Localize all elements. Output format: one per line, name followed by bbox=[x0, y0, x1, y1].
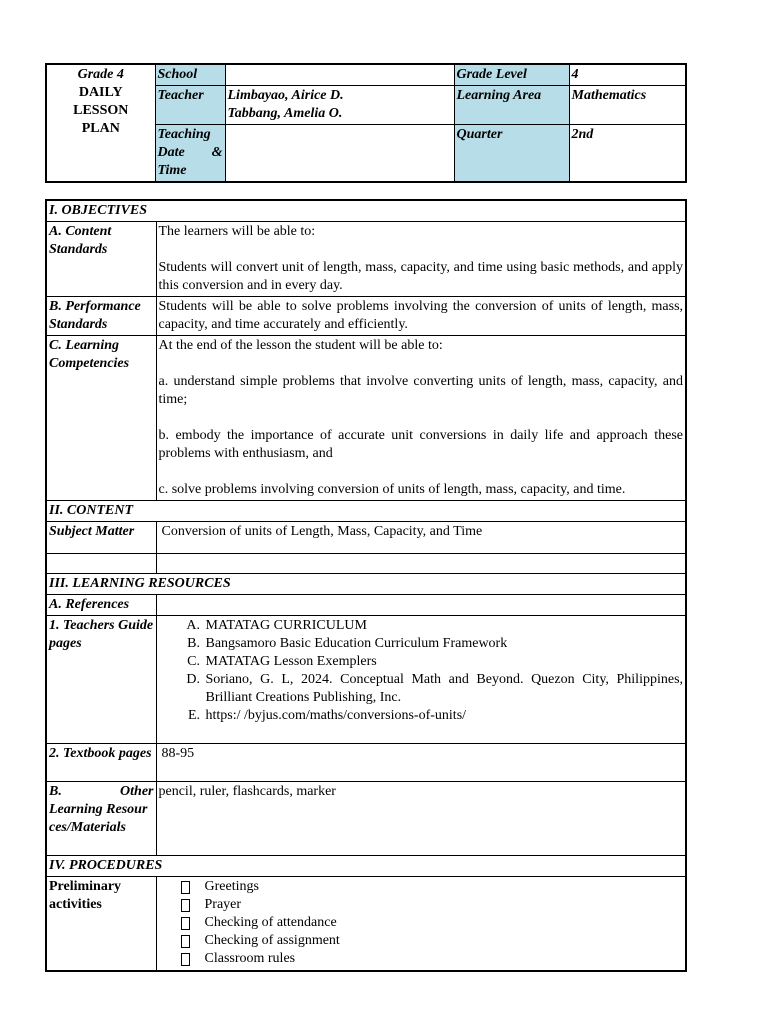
competency-item: a. understand simple problems that involve converting units of length, mass, capacity, and time; bbox=[158, 374, 684, 407]
competencies-intro: At the end of the lesson the student will be able to: bbox=[158, 338, 443, 353]
list-item: Checking of attendance bbox=[181, 914, 684, 932]
resources-heading: III. LEARNING RESOURCES bbox=[46, 574, 686, 595]
competencies-cell bbox=[156, 336, 686, 501]
list-item: Greetings bbox=[181, 878, 684, 896]
performance-standards-label: B. Performance Standards bbox=[46, 297, 156, 336]
preliminary-list bbox=[159, 878, 684, 968]
objectives-heading: I. OBJECTIVES bbox=[46, 200, 686, 222]
teaching-date-value bbox=[225, 125, 454, 183]
content-standards-intro: The learners will be able to: bbox=[158, 224, 316, 239]
competencies-label: C. Learning Competencies bbox=[46, 336, 156, 501]
list-item: Prayer bbox=[181, 896, 684, 914]
reference-item: C. MATATAG Lesson Exemplers bbox=[204, 653, 684, 671]
subject-matter-label: Subject Matter bbox=[46, 522, 156, 554]
school-value bbox=[225, 64, 454, 86]
learning-area-value: Mathematics bbox=[569, 86, 686, 125]
teachers-guide-cell bbox=[156, 616, 686, 744]
plan-title: Grade 4 DAILY LESSON PLAN bbox=[46, 64, 155, 182]
competency-item: b. embody the importance of accurate unit conversions in daily life and approach these problems with enthusiasm, and bbox=[158, 428, 684, 461]
preliminary-activities-label: Preliminary activities bbox=[46, 877, 156, 971]
checkbox-glyph-icon bbox=[181, 881, 190, 894]
content-standards-cell bbox=[156, 222, 686, 297]
preliminary-activities-cell bbox=[156, 877, 686, 971]
list-item: Classroom rules bbox=[181, 950, 684, 968]
other-resources-label: B. Other Learning Resources/Materials bbox=[46, 782, 156, 856]
reference-item: A. MATATAG CURRICULUM bbox=[204, 617, 684, 635]
school-label: School bbox=[155, 64, 225, 86]
performance-standards-text: Students will be able to solve problems involving the conversion of units of length, mass, capacity, and time accurately and efficiently. bbox=[156, 297, 686, 336]
other-resources-value: pencil, ruler, flashcards, marker bbox=[156, 782, 686, 856]
content-standards-text: Students will convert unit of length, mass, capacity, and time using basic methods, and apply this conversion and in every day. bbox=[158, 260, 684, 293]
textbook-label: 2. Textbook pages bbox=[46, 744, 156, 782]
quarter-label: Quarter bbox=[454, 125, 569, 183]
checkbox-glyph-icon bbox=[181, 899, 190, 912]
empty-cell bbox=[156, 554, 686, 574]
references-value bbox=[156, 595, 686, 616]
lesson-plan-header-table bbox=[45, 63, 687, 183]
checkbox-glyph-icon bbox=[181, 935, 190, 948]
content-heading: II. CONTENT bbox=[46, 501, 686, 522]
checkbox-glyph-icon bbox=[181, 917, 190, 930]
teaching-date-label: Teaching Date & Time bbox=[155, 125, 225, 183]
empty-cell bbox=[46, 554, 156, 574]
reference-item: B. Bangsamoro Basic Education Curriculum Framework bbox=[204, 635, 684, 653]
quarter-value: 2nd bbox=[569, 125, 686, 183]
reference-item: E. https:/ /byjus.com/maths/conversions-of-units/ bbox=[204, 707, 684, 725]
grade-level-value: 4 bbox=[569, 64, 686, 86]
subject-matter-value: Conversion of units of Length, Mass, Capacity, and Time bbox=[156, 522, 686, 554]
references-list bbox=[159, 617, 684, 725]
teacher-value: Limbayao, Airice D. Tabbang, Amelia O. bbox=[225, 86, 454, 125]
procedures-heading: IV. PROCEDURES bbox=[46, 856, 686, 877]
teachers-guide-label: 1. Teachers Guide pages bbox=[46, 616, 156, 744]
content-standards-label: A. Content Standards bbox=[46, 222, 156, 297]
textbook-value: 88-95 bbox=[156, 744, 686, 782]
reference-item: D. Soriano, G. L, 2024. Conceptual Math and Beyond. Quezon City, Philippines, Brilliant Creations Publishing, Inc. bbox=[204, 671, 684, 707]
references-label: A. References bbox=[46, 595, 156, 616]
teacher-label: Teacher bbox=[155, 86, 225, 125]
checkbox-glyph-icon bbox=[181, 953, 190, 966]
grade-level-label: Grade Level bbox=[454, 64, 569, 86]
learning-area-label: Learning Area bbox=[454, 86, 569, 125]
competency-item: c. solve problems involving conversion of units of length, mass, capacity, and time. bbox=[158, 482, 626, 497]
list-item: Checking of assignment bbox=[181, 932, 684, 950]
lesson-plan-body-table bbox=[45, 199, 687, 972]
